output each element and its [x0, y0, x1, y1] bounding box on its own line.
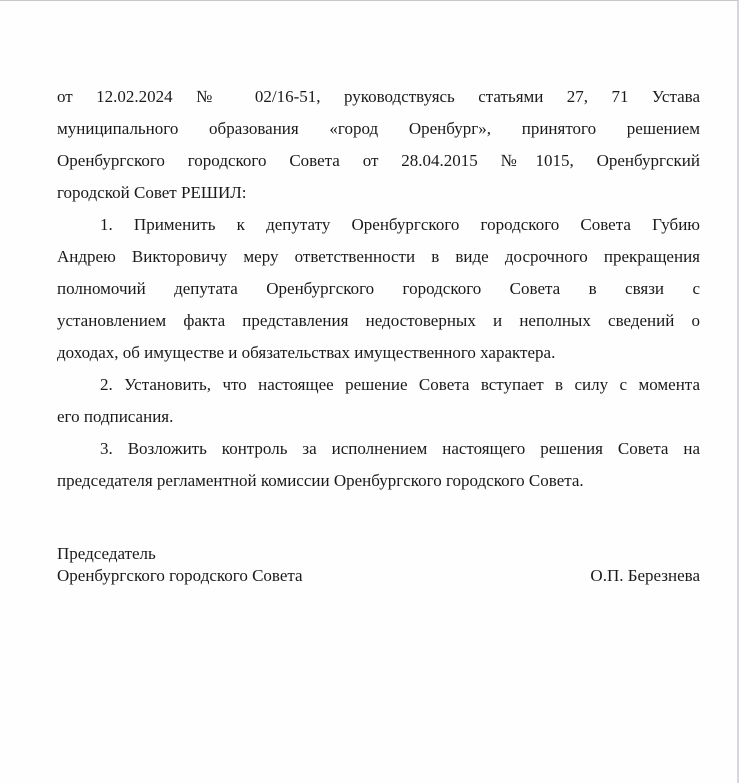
decision-item-1 [57, 209, 700, 369]
signature-block [57, 543, 700, 587]
signatory-title-line2: Оренбургского городского Совета [57, 566, 303, 585]
decision-body [57, 81, 700, 497]
signature-row [57, 565, 700, 587]
item-line: председателя регламентной комиссии Оренбургского городского Совета. [57, 471, 584, 490]
item-line: полномочий депутата Оренбургского городского Совета в связи с [57, 279, 700, 298]
item-line: 2. Установить, что настоящее решение Совета вступает в силу с момента [100, 375, 700, 394]
signatory-name: О.П. Березнева [590, 566, 700, 585]
item-line: 1. Применить к депутату Оренбургского городского Совета Губию [100, 215, 700, 234]
preamble-line: городской Совет РЕШИЛ: [57, 183, 247, 202]
item-line: Андрею Викторовичу меру ответственности в виде досрочного прекращения [57, 247, 700, 266]
item-line: 3. Возложить контроль за исполнением настоящего решения Совета на [100, 439, 700, 458]
item-line: его подписания. [57, 407, 174, 426]
preamble-line: Оренбургского городского Совета от 28.04.2015 №1015, Оренбургский [57, 151, 700, 170]
preamble-line: от 12.02.2024 № 02/16-51, руководствуясь статьями 27, 71 Устава [57, 87, 700, 106]
decision-item-2 [57, 369, 700, 433]
item-line: установлением факта представления недостоверных и неполных сведений о [57, 311, 700, 330]
item-line: доходах, об имуществе и обязательствах имущественного характера. [57, 343, 556, 362]
signatory-title-line1: Председатель [57, 544, 156, 563]
preamble-line: муниципального образования «город Оренбург», принятого решением [57, 119, 700, 138]
decision-item-3 [57, 433, 700, 497]
preamble-paragraph [57, 81, 700, 209]
